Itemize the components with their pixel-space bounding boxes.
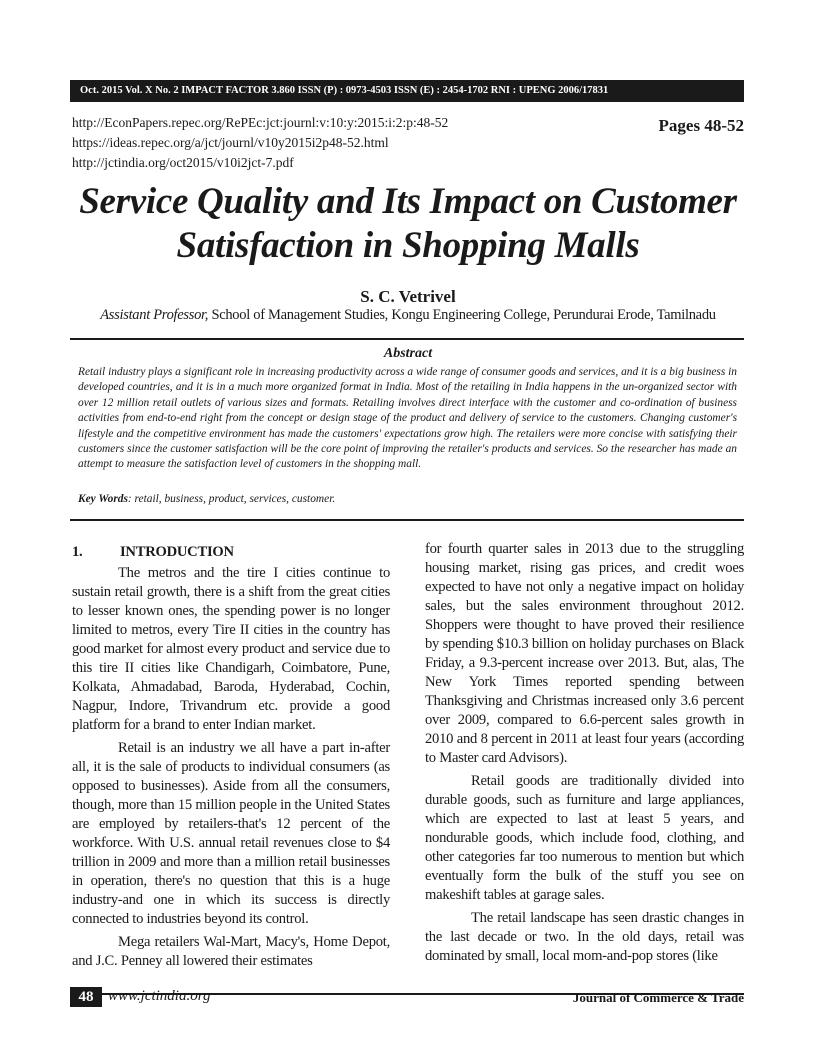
body-column-right [425,540,744,970]
abstract-heading: Abstract [383,346,433,361]
article-title [60,180,756,268]
body-column-left [72,543,390,975]
author-name: S. C. Vetrivel [360,287,456,306]
keywords-list: : retail, business, product, services, customer. [127,493,336,505]
paragraph: for fourth quarter sales in 2013 due to the struggling housing market, rising gas prices, and credit woes expected to have not only a negative impact on holiday sales, but the sales environment throughout 2012. Shoppers were thought to have proved their resilience by spending $10.3 billion on holiday purchases on Black Friday, a 9.3-percent increase over 2013. But, alas, The New York Times reported spending between Thanksgiving and Christmas increased only 3.6 percent over 2009, compared to 6.6-percent sales growth in 2010 and 8 percent in 2011 at least four years (according to Master card Advisors). [425,541,744,766]
paragraph: The metros and the tire I cities continue to sustain retail growth, there is a shift from the great cities to lesser known ones, the spending power is no longer limited to metros, every Tire II cities in the country has good market for almost every product and service due to this tire II cities like Chandigarh, Coimbatore, Pune, Kolkata, Ahmadabad, Baroda, Hyderabad, Cochin, Nagpur, Indore, Trivandrum etc. provide a good platform for a brand to enter Indian market. [72,565,390,733]
page-range: Pages 48-52 [658,116,744,135]
title-line-1: Service Quality and Its Impact on Customer [79,181,737,222]
keywords [78,492,737,507]
abstract-bottom-rule [70,519,744,521]
abstract-text: Retail industry plays a significant role in increasing productivity across a wide range of consumer goods and services, and it is a big business in developed countries, and it is in a much more organized format in India. Most of the retailing in India happens in the un-organized sector with over 12 million retail outlets of various sizes and formats. Retailing involves direct interface with the customer and co-ordination of business activities from end-to-end right from the concept or design stage of the product and delivery of service to the customers. Changing customer's lifestyle and the competitive environment has made the customers' expectations grow high. The retailers were more concise with satisfying their customers since the customer satisfaction will be the core point of improving the retailer's products and services. So the researcher has made an attempt to measure the satisfaction level of customers in the shopping mall. [78,366,737,471]
journal-info-bar: Oct. 2015 Vol. X No. 2 IMPACT FACTOR 3.860 ISSN (P) : 0973-4503 ISSN (E) : 2454-1702 RNI : UPENG 2006/17831 [70,80,744,102]
author-affiliation [60,307,756,324]
section-title: INTRODUCTION [120,544,234,560]
affiliation-institution: School of Management Studies, Kongu Engineering College, Perundurai Erode, Tamilnadu [208,307,716,323]
footer-journal-name: Journal of Commerce & Trade [572,990,744,1005]
keywords-label: Key Words [78,493,128,505]
paragraph: Retail is an industry we all have a part in-after all, it is the sale of products to individual consumers (as opposed to businesses). Aside from all the consumers, though, more than 15 million people in the United States are employed by retailers-that's 12 percent of the workforce. With U.S. annual retail revenues close to $4 trillion in 2009 and more than a million retail businesses in operation, there's no question that this is a huge industry-and one in which its success is directly connected to industries beyond its control. [72,740,390,927]
section-number: 1. [72,544,83,560]
paragraph: Retail goods are traditionally divided into durable goods, such as furniture and large appliances, which are expected to last at least 5 years, and nondurable goods, which include food, clothing, and other categories far too numerous to mention but which eventually form the bulk of the stuff you see on makeshift tables at garage sales. [425,773,744,903]
url-pdf[interactable]: http://jctindia.org/oct2015/v10i2jct-7.pdf [72,155,294,170]
paragraph: Mega retailers Wal-Mart, Macy's, Home Depot, and J.C. Penney all lowered their estimates [72,934,390,969]
footer-page-number: 48 [70,987,102,1007]
abstract-top-rule [70,338,744,340]
affiliation-role: Assistant Professor, [100,307,209,323]
paragraph: The retail landscape has seen drastic changes in the last decade or two. In the old days, retail was dominated by small, local mom-and-pop stores (like [425,910,744,964]
url-ideas-repec[interactable]: https://ideas.repec.org/a/jct/journl/v10y2015i2p48-52.html [72,135,389,150]
footer-website[interactable]: www.jctindia.org [108,988,211,1004]
url-econpapers[interactable]: http://EconPapers.repec.org/RePEc:jct:journl:v:10:y:2015:i:2:p:48-52 [72,115,449,130]
title-line-2: Satisfaction in Shopping Malls [176,225,640,266]
section-heading [72,543,390,562]
article-urls [72,113,448,173]
